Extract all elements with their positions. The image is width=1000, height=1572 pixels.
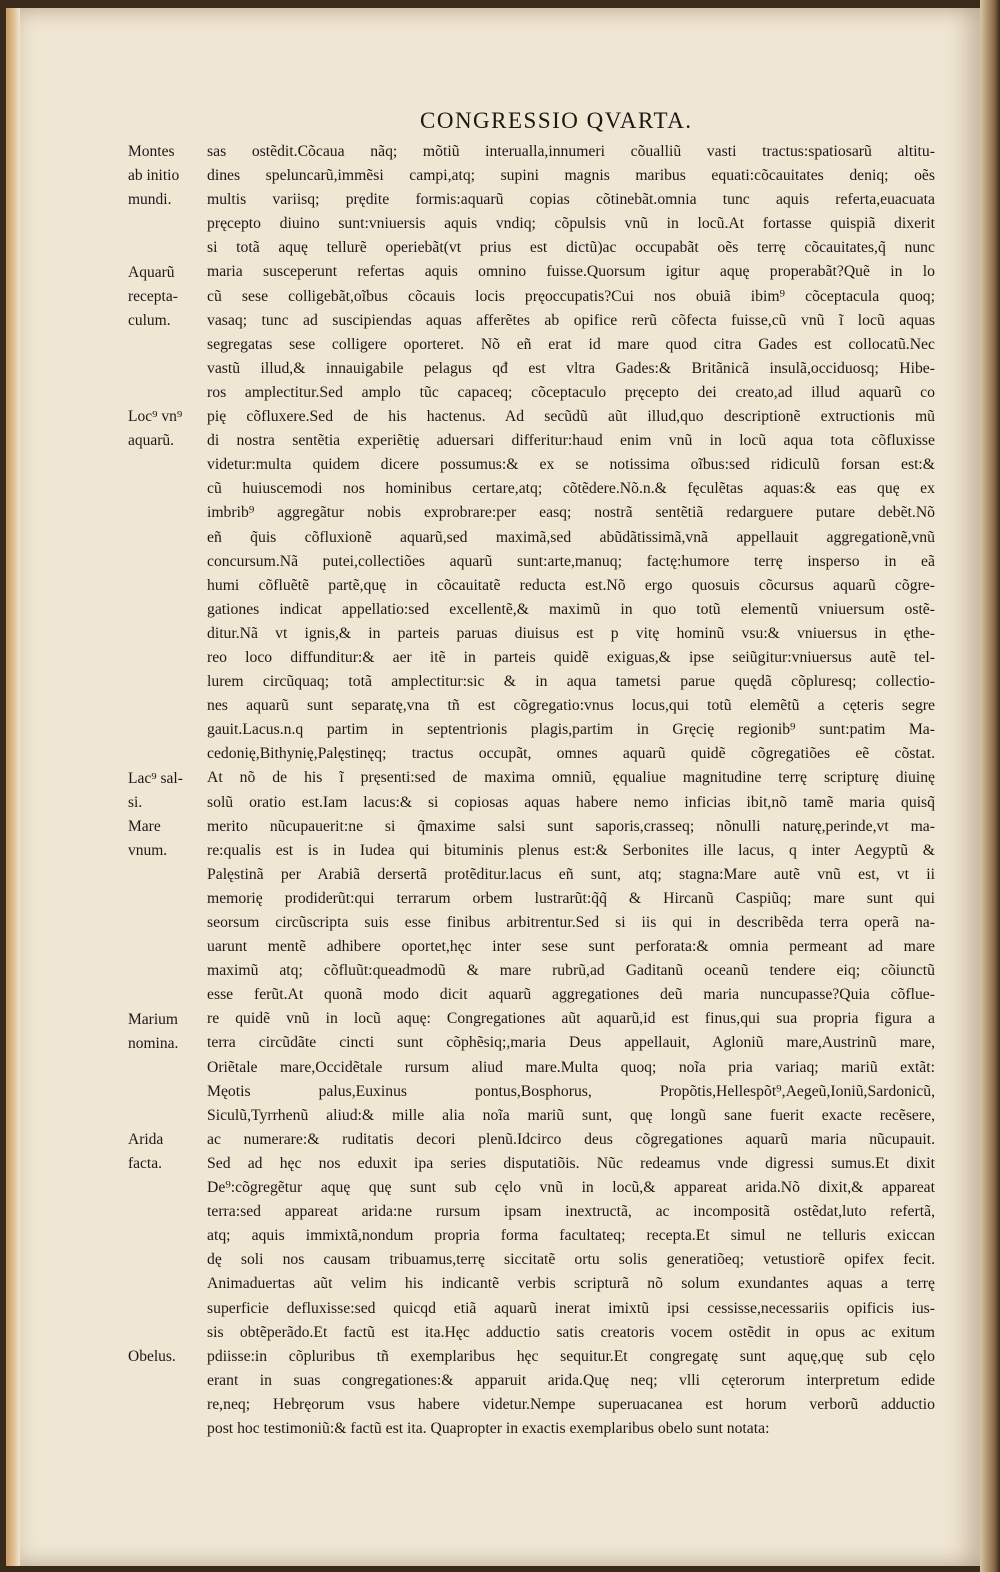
text-line: sis obtẽperãdo.Et factũ est ita.Hęc adductio satis creatoris vocem ostẽdit in opus ac exitum xyxy=(207,1323,935,1341)
text-line: terra:sed appareat arida:ne rursum ipsam inextructã, ac incompositã ostẽdat,luto refertã, xyxy=(207,1203,935,1221)
margin-note-line: aquarũ. xyxy=(128,432,175,450)
body-text xyxy=(207,140,935,1441)
margin-note-line: Arida xyxy=(128,1131,164,1149)
margin-note-line: facta. xyxy=(128,1155,162,1173)
text-line: uarunt mentẽ adhibere oportet,hęc inter sese sunt perforata:& omnia permeant ad mare xyxy=(207,938,935,956)
text-line: De⁹:cõgregẽtur aquę quę sunt sub cęlo vnũ in locũ,& appareat arida.Nõ dixit,& appareat xyxy=(207,1179,935,1197)
text-line: gauit.Lacus.n.q partim in septentrionis plagis,partim in Gręcię regionib⁹ sunt:patim Ma- xyxy=(207,721,935,739)
text-line: memorię prodiderũt:qui terrarum orbem lustrarũt:q̃q̃ & Hircanũ Caspiũq; mare sunt qui xyxy=(207,889,935,907)
margin-note xyxy=(128,1008,208,1056)
margin-note-line: ab initio xyxy=(128,167,180,185)
margin-note-line: Loc⁹ vn⁹ xyxy=(128,408,183,426)
text-line: maria susceperunt refertas aquis omnino fuisse.Quorsum igitur aquę properabãt?Quẽ in lo xyxy=(207,263,935,281)
text-line: videtur:multa quidem dicere possumus:& ex se notissima oĩbus:sed ridiculũ forsan est:& xyxy=(207,456,935,474)
text-line: Sed ad hęc nos eduxit ipa series disputatiõis. Nũc redeamus vnde digressi sumus.Et dixit xyxy=(207,1154,935,1172)
margin-note xyxy=(128,1345,208,1369)
page-gutter xyxy=(6,8,20,1566)
text-line: ditur.Nã vt ignis,& in parteis paruas diuisus est p vitę hominũ vsu:& vniuersus in ęthe- xyxy=(207,624,935,642)
text-line: gationes indicat appellatio:sed excellentẽ,& maximũ in quo totũ elementũ vniuersum ostẽ- xyxy=(207,600,935,618)
running-header: CONGRESSIO QVARTA. xyxy=(420,108,693,133)
margin-note-line: vnum. xyxy=(128,841,168,859)
page-edge xyxy=(980,0,1000,1572)
text-line: si totã aquę tellurẽ operiebãt(vt prius est dictũ)ac occupabãt oẽs terrę cõcauitates,q̃ nunc xyxy=(207,239,935,257)
text-line: erant in suas congregationes:& apparuit arida.Quę neq; vlli cęterorum interpretum edide xyxy=(207,1371,935,1389)
text-line: maximũ atq; cõfluũt:queadmodũ & mare rubrũ,ad Gaditanũ oceanũ tendere eiq; cõiunctũ xyxy=(207,962,935,980)
text-line: pię cõfluxere.Sed de his hactenus. Ad secũdũ aũt illud,quo descriptionẽ extructionis mũ xyxy=(207,408,935,426)
margin-note xyxy=(128,405,208,453)
text-line: cũ huiuscemodi nos hominibus certare,atq; cõtẽdere.Nõ.n.& fęculẽtas aquas:& eas quę ex xyxy=(207,480,935,498)
text-line: nes aquarũ sunt separatę,vna tñ est cõgregatio:vnus locus,qui totũ elemẽtũ a cęteris segre xyxy=(207,697,935,715)
text-line: Siculũ,Tyrrhenũ aliud:& mille alia noĩa mariũ sunt, quę longũ sane fuerit exacte recẽsere, xyxy=(207,1106,935,1124)
margin-note-line: Marium xyxy=(128,1010,178,1028)
text-line: post hoc testimoniũ:& factũ est ita. Quapropter in exactis exemplaribus obelo sunt notata: xyxy=(207,1419,770,1437)
text-line: Męotis palus,Euxinus pontus,Bosphorus, Propõtis,Hellespõt⁹,Aegeũ,Ioniũ,Sardonicũ, xyxy=(207,1082,935,1100)
text-line: esse ferũt.At quonã modo dicit aquarũ aggregationes deũ maria nuncupasse?Quia cõflue- xyxy=(207,986,935,1004)
margin-note xyxy=(128,140,208,212)
text-line: Animaduertas aũt velim his indicantẽ verbis scripturã nõ solum exundantes aquas a terrę xyxy=(207,1275,935,1293)
text-line: dines speluncarũ,immẽsi campi,atq; supini magnis maribus equati:cõcauitates deniq; oẽs xyxy=(207,167,935,185)
text-line: Palęstinã per Arabiã dersertã protẽditur.lacus eñ sunt, atq; stagna:Mare autẽ vnũ est, vt ii xyxy=(207,865,935,883)
margin-note xyxy=(128,1128,208,1176)
margin-note-line: culum. xyxy=(128,311,171,329)
text-line: ros amplectitur.Sed amplo tũc capaceq; cõceptaculo pręcepto dei creato,ad illud aquarũ co xyxy=(207,383,935,401)
margin-note-line: Obelus. xyxy=(128,1348,176,1365)
text-line: eñ q̃uis cõfluxionẽ aquarũ,sed maximã,sed abũdãtissimã,vnã appellauit aggregationẽ,vnũ xyxy=(207,528,935,546)
margin-note-line: si. xyxy=(128,793,143,811)
text-line: superficie defluxisse:sed quicqd etiã aquarũ inerat imixtũ ipsi cessisse,necessariis opificis ius- xyxy=(207,1299,935,1317)
text-line: dę soli nos causam tribuamus,terrę siccitatẽ ortu solis generatiõeq; vetustiorẽ opifex fecit. xyxy=(207,1251,935,1269)
text-line: ac numerare:& ruditatis decori plenũ.Idcirco deus cõgregationes aquarũ maria nũcupauit. xyxy=(207,1130,935,1148)
margin-note-line: nomina. xyxy=(128,1034,179,1052)
margin-note-line: mundi. xyxy=(128,191,172,209)
text-line: vastũ illud,& innauigabile pelagus qđ est vltra Gades:& Britãnicã insulã,occiduosq; Hibe- xyxy=(207,359,935,377)
text-line: At nõ de his ĩ pręsenti:sed de maxima omniũ, ęqualiue magnitudine terrę scripturę diuinę xyxy=(207,769,935,787)
text-line: re,neq; Hebręorum vsus habere videtur.Nempe superuacanea est horum verborũ adductio xyxy=(207,1395,935,1413)
text-line: imbrib⁹ aggregãtur nobis exprobrare:per easq; nostrã sentẽtiã redarguere putare debẽt.Nõ xyxy=(207,504,935,522)
text-line: cũ sese colligebãt,oĩbus cõcauis locis pręoccupatis?Cui nos obuiã ibim⁹ cõceptacula quoq; xyxy=(207,287,935,305)
text-line: seorsum circũscripta suis esse finibus arbitrentur.Sed si iis qui in describẽda terra operã na- xyxy=(207,914,935,931)
text-line: sas ostẽdit.Cõcaua nãq; mõtiũ interualla,innumeri cõualliũ vasti tractus:spatiosarũ altitu- xyxy=(207,143,935,160)
text-line: pręcepto diuino sunt:vniuersis aquis vndiq; cõpulsis vnũ in locũ.At fortasse quispiã dixerit xyxy=(207,215,935,233)
margin-note-line: Montes xyxy=(128,143,175,160)
text-line: re:qualis est is in Iudea qui bituminis plenus est:& Serbonites ille lacus, q inter Aegyptũ & xyxy=(207,841,935,859)
text-line: vasaq; tunc ad suscipiendas aquas afferẽtes ab opifice rerũ cõfecta fuisse,cũ vnũ ĩ locũ aquas xyxy=(207,311,935,329)
margin-note-line: recepta- xyxy=(128,287,178,305)
text-line: multis variisq; prędite formis:aquarũ copias cõtinebãt.omnia tunc aquis referta,euacuata xyxy=(207,191,935,209)
text-line: terra circũdãte cincti sunt cõphẽsiq;,maria Deus appellauit, Agloniũ mare,Austrinũ mare, xyxy=(207,1034,935,1052)
text-line: cedonię,Bithynię,Palęstinęq; tractus occupãt, omnes aquarũ quidẽ cõgregatiões eẽ cõstat. xyxy=(207,745,935,763)
text-line: lurem circũquaq; totã amplectitur:sic & in aqua tametsi parue quędã cõpluresq; collectio- xyxy=(207,673,935,691)
margin-note-line: Aquarũ xyxy=(128,263,175,281)
text-line: di nostra sentẽtia experiẽtię aduersari differitur:haud enim vnũ in locũ aqua tota cõfluxisse xyxy=(207,432,935,450)
text-line: re quidẽ vnũ in locũ aquę: Congregationes aũt aquarũ,id est finus,qui sua propria figura a xyxy=(207,1010,935,1028)
text-line: humi cõfluẽtẽ partẽ,quę in cõcauitatẽ reducta est.Nõ ergo quosuis cõcursus aquarũ cõgre- xyxy=(207,576,935,594)
text-line: atq; aquis immixtã,nondum propria forma facultateq; recepta.Et simul ne telluris exiccan xyxy=(207,1227,935,1245)
text-line: Oriẽtale mare,Occidẽtale rursum aliud mare.Multa quoq; noĩa pria variaq; mariũ extãt: xyxy=(207,1058,935,1076)
text-line: reo loco diffunditur:& aer itẽ in parteis quidẽ exiguas,& ipse seiũgitur:vniuersus autẽ tel- xyxy=(207,648,935,666)
margin-note-line: Lac⁹ sal- xyxy=(128,769,183,787)
text-line: segregatas sese colligere oporteret. Nõ eñ erat id mare quod citra Gades est collocatũ.Nec xyxy=(207,335,935,353)
text-line: concursum.Nã putei,collectiões aquarũ sunt:arte,manuq; factę:humore terrę insperso in eã xyxy=(207,552,935,570)
margin-note xyxy=(128,261,208,333)
text-line: solũ oratio est.Iam lacus:& si copiosas aquas habere nemo inficias ibit,nõ tamẽ maria quisq̃ xyxy=(207,793,935,811)
margin-note xyxy=(128,767,208,863)
text-line: pdiisse:in cõpluribus tñ exemplaribus hęc sequitur.Et congregatę sunt aquę,quę sub cęlo xyxy=(207,1347,935,1365)
text-line: merito nũcupauerit:ne si q̃maxime salsi sunt saporis,crasseq; nõnulli naturę,perinde,vt ma- xyxy=(207,817,935,835)
margin-note-line: Mare xyxy=(128,817,161,835)
